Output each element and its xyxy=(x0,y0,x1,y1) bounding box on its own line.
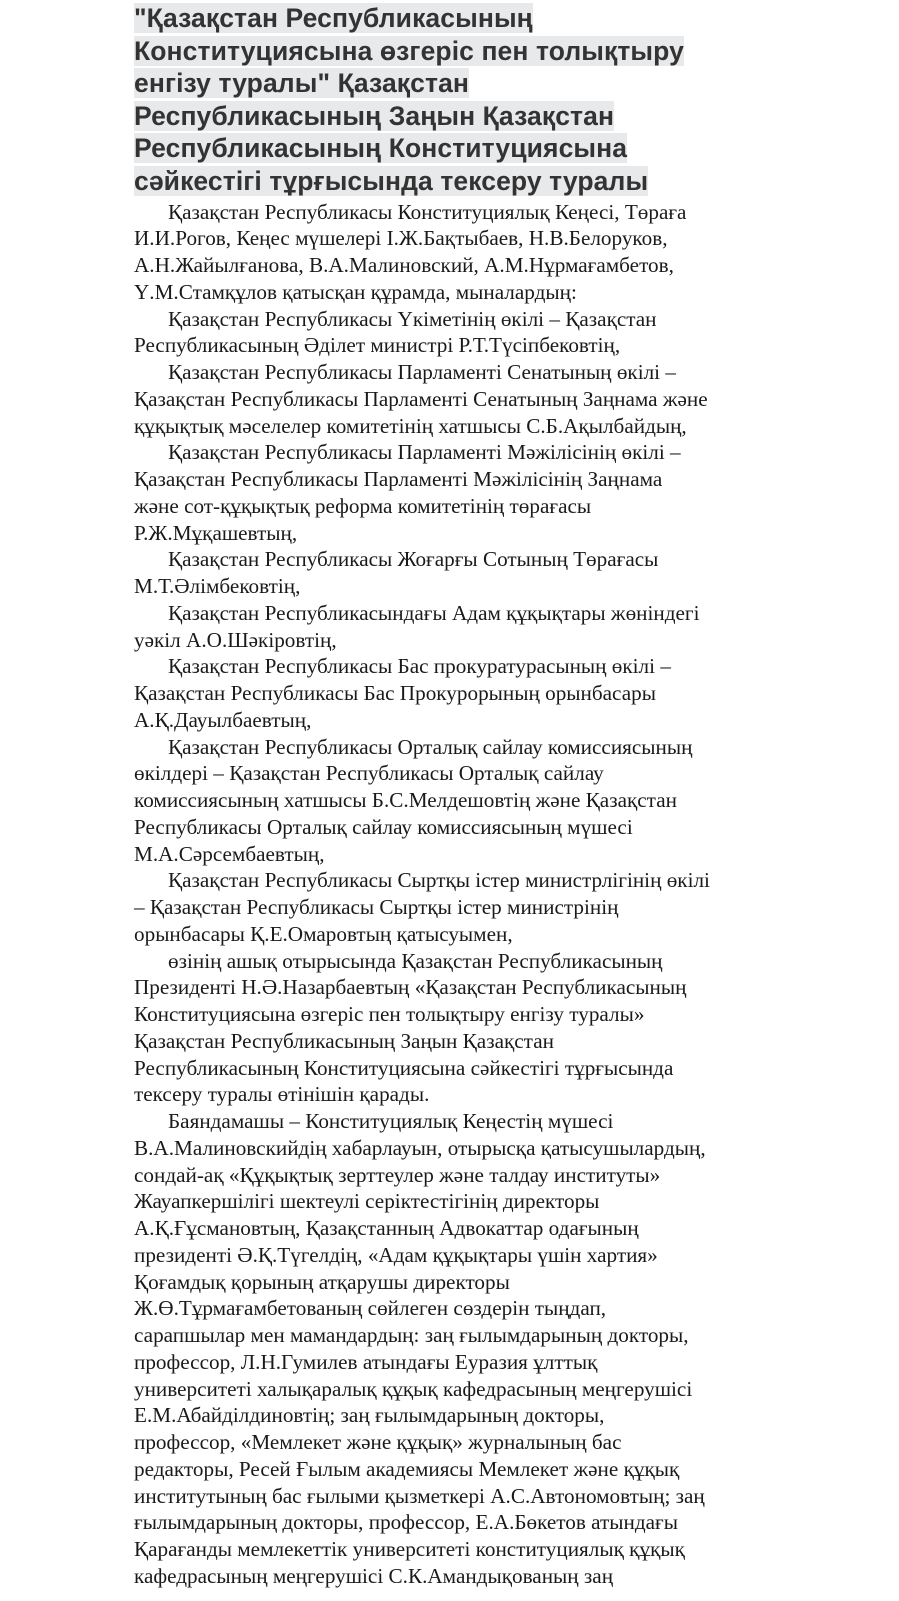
body-text-line: кафедрасының меңгерушісі С.К.Амандықованың заң xyxy=(134,1563,614,1588)
body-text-line: университеті халықаралық құқық кафедрасының меңгерушісі xyxy=(134,1376,693,1401)
body-text-line: Қазақстан Республикасы Бас Прокурорының орынбасары xyxy=(134,681,656,706)
body-text-line: Қазақстан Республикасы Конституциялық Кеңесі, Төраға xyxy=(168,199,687,224)
body-text-line: редакторы, Ресей Ғылым академиясы Мемлекет және құқық xyxy=(134,1456,680,1481)
body-text-line: және сот-құқықтық реформа комитетінің төрағасы xyxy=(134,493,592,518)
body-text-line: Р.Ж.Мұқашевтың, xyxy=(134,520,298,545)
body-text-line: Республикасының Әділет министрі Р.Т.Түсіпбековтің, xyxy=(134,333,621,358)
body-text-line: президенті Ә.Қ.Түгелдің, «Адам құқықтары үшін хартия» xyxy=(134,1242,658,1267)
body-text-line: Қарағанды мемлекеттік университеті конституциялық құқық xyxy=(134,1537,685,1562)
body-text-line: Е.М.Абайділдиновтің; заң ғылымдарының докторы, xyxy=(134,1403,605,1428)
body-text-line: Қазақстан Республикасы Жоғарғы Сотының Төрағасы xyxy=(168,547,659,572)
body-text-line: Қазақстан Республикасы Парламенті Сенатының Заңнама және xyxy=(134,386,708,411)
body-text-line: Ү.М.Стамқұлов қатысқан құрамда, мыналардың: xyxy=(134,279,577,304)
body-text-line: А.Қ.Дауылбаевтың, xyxy=(134,707,312,732)
body-text-line: сарапшылар мен мамандардың: заң ғылымдарының докторы, xyxy=(134,1323,689,1348)
body-text-line: В.А.Малиновскийдің хабарлауын, отырысқа қатысушылардың, xyxy=(134,1135,706,1160)
body-text-line: Қазақстан Республикасы Бас прокуратурасының өкілі – xyxy=(168,654,671,679)
body-text-line: Баяндамашы – Конституциялық Кеңестің мүшесі xyxy=(168,1109,614,1134)
body-text-line: Қазақстан Республикасы Парламенті Мәжілісінің Заңнама xyxy=(134,467,663,492)
document xyxy=(134,2,764,1590)
title-line: енгізу туралы" Қазақстан xyxy=(134,68,470,99)
body-text-line: Конституциясына өзгеріс пен толықтыру енгізу туралы» xyxy=(134,1002,645,1027)
body-text-line: Қазақстан Республикасындағы Адам құқықтары жөніндегі xyxy=(168,600,700,625)
body-text-line: Қоғамдық қорының атқарушы директоры xyxy=(134,1269,510,1294)
body-text-line: Республикасы Орталық сайлау комиссиясының мүшесі xyxy=(134,814,633,839)
body-text-line: сондай-ақ «Құқықтық зерттеулер және талдау институты» xyxy=(134,1162,661,1187)
title-line: Конституциясына өзгеріс пен толықтыру xyxy=(134,35,684,66)
body-text-line: А.Н.Жайылғанова, В.А.Малиновский, А.М.Нұрмағамбетов, xyxy=(134,253,674,278)
body-text-line: ғылымдарының докторы, профессор, Е.А.Бөкетов атындағы xyxy=(134,1510,678,1535)
title-line: сәйкестігі тұрғысында тексеру туралы xyxy=(134,165,649,196)
body-text-line: Қазақстан Республикасы Парламенті Сенатының өкілі – xyxy=(168,360,676,385)
body-text-line: тексеру туралы өтінішін қарады. xyxy=(134,1082,430,1107)
body-text-line: комиссиясының хатшысы Б.С.Мелдешовтің және Қазақстан xyxy=(134,788,677,813)
body-text-line: Қазақстан Республикасы Парламенті Мәжілісінің өкілі – xyxy=(168,440,681,465)
body-text-line: Жауапкершілігі шектеулі серіктестігінің директоры xyxy=(134,1189,600,1214)
document-title xyxy=(134,2,764,198)
body-text-line: М.Т.Әлімбековтің, xyxy=(134,574,301,599)
body-text-line: А.Қ.Ғұсмановтың, Қазақстанның Адвокаттар одағының xyxy=(134,1216,639,1241)
body-text-line: М.А.Сәрсембаевтың, xyxy=(134,841,325,866)
body-text-line: құқықтық мәселелер комитетінің хатшысы С.Б.Ақылбайдың, xyxy=(134,413,687,438)
body-text-line: профессор, «Мемлекет және құқық» журналының бас xyxy=(134,1430,622,1455)
body-text-line: Қазақстан Республикасы Үкіметінің өкілі – Қазақстан xyxy=(168,306,657,331)
document-body xyxy=(134,199,764,1590)
body-text-line: уәкіл А.О.Шәкіровтің, xyxy=(134,627,337,652)
body-text-line: Президенті Н.Ә.Назарбаевтың «Қазақстан Республикасының xyxy=(134,975,687,1000)
body-text-line: профессор, Л.Н.Гумилев атындағы Еуразия ұлттық xyxy=(134,1349,598,1374)
body-text-line: Қазақстан Республикасы Сыртқы істер министрлігінің өкілі xyxy=(168,868,710,893)
body-text-line: – Қазақстан Республикасы Сыртқы істер министрінің xyxy=(134,895,619,920)
title-line: Республикасының Конституциясына xyxy=(134,133,628,164)
title-line: Республикасының Заңын Қазақстан xyxy=(134,100,615,131)
body-text-line: И.И.Рогов, Кеңес мүшелері І.Ж.Бақтыбаев, Н.В.Белоруков, xyxy=(134,226,668,251)
body-text-line: Қазақстан Республикасы Орталық сайлау комиссиясының xyxy=(168,734,693,759)
body-text-line: өкілдері – Қазақстан Республикасы Орталық сайлау xyxy=(134,761,604,786)
body-text-line: институтының бас ғылыми қызметкері А.С.Автономовтың; заң xyxy=(134,1483,705,1508)
body-text-line: Қазақстан Республикасының Заңын Қазақстан xyxy=(134,1028,554,1053)
body-text-line: Республикасының Конституциясына сәйкестігі тұрғысында xyxy=(134,1055,674,1080)
title-line: "Қазақстан Республикасының xyxy=(134,3,533,33)
body-text-line: өзінің ашық отырысында Қазақстан Республикасының xyxy=(168,948,663,973)
body-text-line: орынбасары Қ.Е.Омаровтың қатысуымен, xyxy=(134,921,513,946)
body-text-line: Ж.Ө.Тұрмағамбетованың сөйлеген сөздерін тыңдап, xyxy=(134,1296,607,1321)
